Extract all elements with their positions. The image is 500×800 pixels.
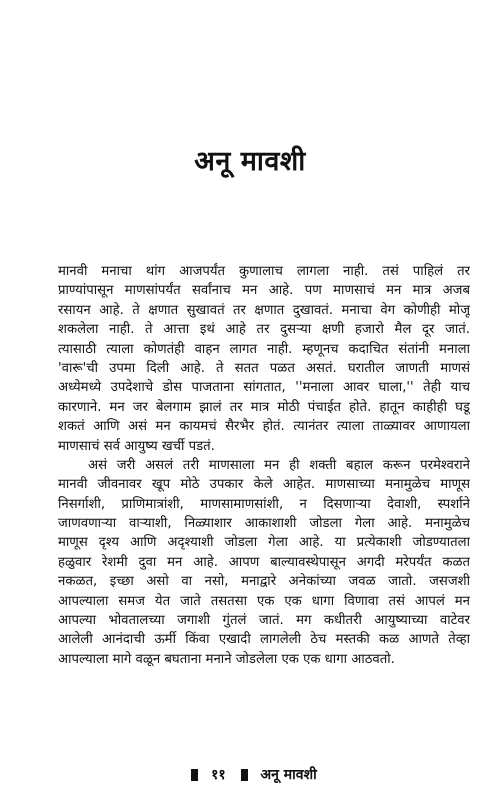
paragraph-2-line-7: नकळत, इच्छा असो वा नसो, मनाद्वारे अनेकांच्या जवळ जातो. जसजशी xyxy=(58,574,470,590)
paragraph-1-line-1: मानवी मनाचा थांग आजपर्यंत कुणालाच लागला नाही. तसं पाहिलं तर xyxy=(58,264,470,279)
paragraph-1-line-3: रसायन आहे. ते क्षणात सुखावतं तर क्षणात दुखावतं. मनाचा वेग कोणीही मोजू xyxy=(58,302,470,318)
paragraph-2-line-11: आपल्याला मागे वळून बघताना मनाने जोडलेला एक एक धागा आठवतो. xyxy=(58,651,395,667)
paragraph-1-line-4: शकलेला नाही. ते आत्ता इथं आहे तर दुसऱ्या क्षणी हजारो मैल दूर जातं. xyxy=(58,322,470,338)
page-footer xyxy=(0,766,500,784)
paragraph-1-line-10: माणसाचं सर्व आयुष्य खर्ची पडतं. xyxy=(58,438,215,454)
paragraph-2-line-10: आलेली आनंदाची ऊर्मी किंवा एखादी लागलेली ठेच मस्तकी कळ आणते तेव्हा xyxy=(58,632,470,648)
paragraph-2-line-3: निसर्गाशी, प्राणिमात्रांशी, माणसामाणसांशी, न दिसणाऱ्या देवाशी, स्पर्शाने xyxy=(58,496,470,512)
paragraph-1-line-6: 'वारू'ची उपमा दिली आहे. ते सतत पळत असतं. घरातील जाणती माणसं xyxy=(58,360,470,376)
paragraph-2-line-9: आपल्या भोवतालच्या जगाशी गुंतलं जातं. मग कधीतरी आयुष्याच्या वाटेवर xyxy=(58,613,470,629)
chapter-body xyxy=(58,262,470,669)
paragraph-2-line-6: हळुवार रेशमी दुवा मन आहे. आपण बाल्यावस्थेपासून अगदी मरेपर्यंत कळत xyxy=(58,554,470,570)
footer-square-right-icon xyxy=(241,769,248,781)
paragraph-2-line-5: माणूस दृश्य आणि अदृश्याशी जोडला गेला आहे. या प्रत्येकाशी जोडण्यातला xyxy=(58,535,470,551)
footer-square-left-icon xyxy=(191,769,198,781)
paragraph-1-line-7: अध्येमध्ये उपदेशाचे डोस पाजताना सांगतात, ''मनाला आवर घाला,'' तेही याच xyxy=(58,380,470,396)
running-title: अनू मावशी xyxy=(260,767,317,783)
chapter-title: अनू मावशी xyxy=(194,146,306,177)
page-number: ११ xyxy=(211,767,226,783)
paragraph-1-line-8: कारणाने. मन जर बेलगाम झालं तर मात्र मोठी पंचाईत होते. हातून काहीही घडू xyxy=(58,399,470,415)
paragraph-2-line-1: असं जरी असलं तरी माणसाला मन ही शक्ती बहाल करून परमेश्वराने xyxy=(88,457,470,473)
paragraph-2-line-2: मानवी जीवनावर खूप मोठे उपकार केले आहेत. माणसाच्या मनामुळेच माणूस xyxy=(58,477,470,493)
paragraph-1-line-2: प्राण्यांपासून माणसांपर्यंत सर्वांनाच मन आहे. पण माणसाचं मन मात्र अजब xyxy=(58,283,470,299)
paragraph-2-line-8: आपल्याला समज येत जाते तसतसा एक एक धागा विणावा तसं आपलं मन xyxy=(58,593,470,609)
paragraph-1-line-5: त्यासाठी त्याला कोणतंही वाहन लागत नाही. म्हणूनच कदाचित संतांनी मनाला xyxy=(58,341,470,357)
paragraph-2-line-4: जाणवणाऱ्या वाऱ्याशी, निळ्याशार आकाशाशी जोडला गेला आहे. मनामुळेच xyxy=(58,516,470,532)
paragraph-1-line-9: शकतं आणि असं मन कायमचं सैरभैर होतं. त्यानंतर त्याला ताळ्यावर आणायला xyxy=(58,419,470,435)
